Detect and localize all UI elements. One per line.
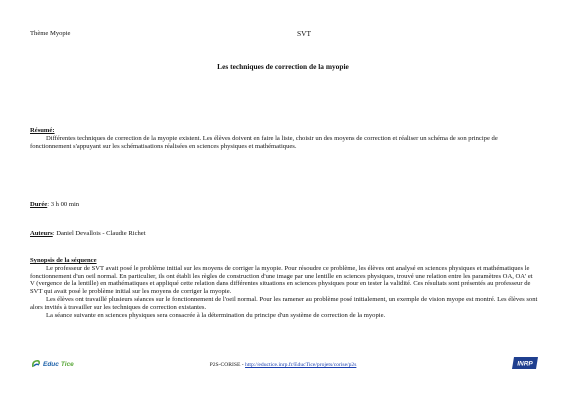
eductice-logo-part2: Tice bbox=[60, 360, 74, 368]
synopsis-paragraph-3: La séance suivante en sciences physiques sera consacrée à la détermination du principe d'un système de correction de la myopie. bbox=[46, 311, 386, 319]
inrp-logo-text: INRP bbox=[517, 360, 533, 368]
synopsis-paragraph-1: Le professeur de SVT avait posé le problème initial sur les moyens de corriger la myopie. Pour résoudre ce problème, les élèves ont analysé en sciences physiques et mathématiques le fonctionnement d'un oeil normal. En particulier, ils ont établi les règles de construction d'une image par une lentille en sciences physiques, trouvé une relation entre les paramètres OA, OA' et V (vergence de la lentille) en mathématiques et appliqué cette relation dans différentes situations en sciences physiques pour en tester la validité. Ces résultats sont présentés au professeur de SVT qui avait posé le problème initial sur les moyens de corriger la myopie. bbox=[30, 264, 533, 296]
auteurs-value: : Daniel Devallois - Claudie Richet bbox=[52, 230, 146, 237]
resume-text: Différentes techniques de correction de la myopie existent. Les élèves doivent en faire la liste, choisir un des moyens de correction et réaliser un schéma de son principe de fonctionnement s'appuyant sur les schématisations réalisées en sciences physiques et mathématiques. bbox=[30, 134, 498, 150]
synopsis-paragraph-2: Les élèves ont travaillé plusieurs séances sur le fonctionnement de l'oeil normal. Pour les ramener au problème posé initialement, un exemple de vision myope est montré. Les élèves sont alors invités à travailler sur les techniques de correction existantes. bbox=[30, 295, 538, 311]
duree-label: Durée bbox=[30, 201, 48, 208]
footer-prefix: P2S-CORISE - bbox=[209, 362, 246, 368]
synopsis-label: Synopsis de la séquence bbox=[30, 257, 97, 264]
duree-value: : 3 h 00 min bbox=[47, 201, 80, 208]
inrp-logo bbox=[511, 356, 539, 370]
eductice-logo-part1: Educ bbox=[43, 360, 59, 368]
subject-label: SVT bbox=[297, 29, 311, 38]
footer-text bbox=[0, 362, 566, 368]
synopsis-section bbox=[30, 257, 538, 319]
auteurs-label: Auteurs bbox=[30, 230, 53, 237]
theme-label: Thème Myopie bbox=[30, 30, 71, 37]
duree-line bbox=[30, 201, 79, 209]
document-title: Les techniques de correction de la myopie bbox=[217, 62, 349, 71]
resume-label: Résumé: bbox=[30, 127, 55, 134]
resume-section bbox=[30, 127, 538, 150]
footer-link[interactable]: http://eductice.inrp.fr/EducTice/projets/corise/p2s bbox=[245, 362, 357, 368]
auteurs-line bbox=[30, 230, 146, 238]
